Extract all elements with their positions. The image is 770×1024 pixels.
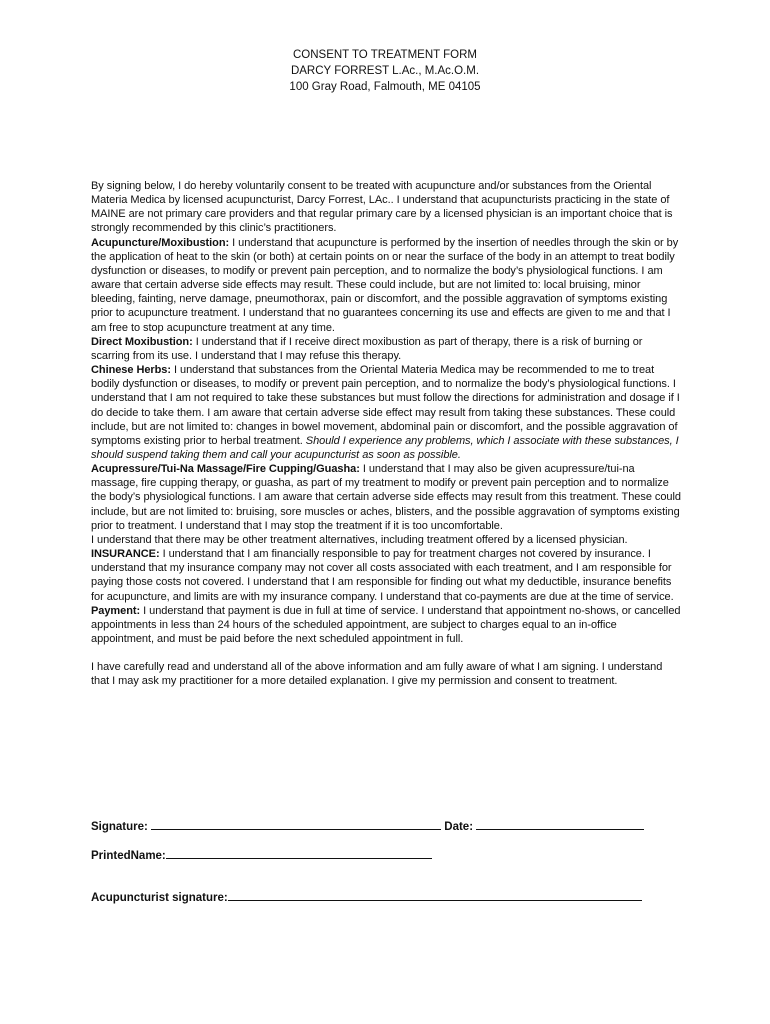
- date-line[interactable]: [476, 818, 644, 830]
- herbs-section: [91, 363, 681, 462]
- moxibustion-text: I understand that if I receive direct moxibustion as part of therapy, there is a risk of burning or scarring from its use. I understand that I may refuse this therapy.: [91, 335, 643, 362]
- spacer: [91, 646, 681, 660]
- date-label: Date:: [444, 821, 474, 833]
- printed-name-label: PrintedName:: [91, 850, 166, 862]
- acupressure-heading: Acupressure/Tui-Na Massage/Fire Cupping/Guasha:: [91, 463, 360, 476]
- signature-line[interactable]: [151, 818, 441, 830]
- insurance-section: [91, 547, 681, 604]
- moxibustion-heading: Direct Moxibustion:: [91, 335, 193, 348]
- acupressure-text: I understand that I may also be given acupressure/tui-na massage, fire cupping therapy, or guasha, as part of my treatment to modify or prevent pain perception and to normalize the body’s physiological functions. I am aware that certain adverse side effects may result from this treatment. These could include, but are not limited to: bruising, sore muscles or aches, blisters, and the possible aggravation of symptoms existing prior to treatment. I understand that I may stop the treatment if it is too uncomfortable.: [91, 463, 681, 532]
- form-header: [0, 47, 770, 95]
- herbs-warning: Should I experience any problems, which I associate with these substances, I should suspend taking them and call your acupuncturist as soon as possible.: [91, 434, 679, 461]
- herbs-text: I understand that substances from the Oriental Materia Medica may be recommended to me to treat bodily dysfunction or diseases, to modify or prevent pain perception, and to normalize the body’s physiological functions. I understand that I am not required to take these substances but must follow the directions for administration and dosage if I do decide to take them. I am aware that certain adverse side effect may result from taking these substances. These could include, but are not limited to: changes in bowel movement, abdominal pain or discomfort, and the possible aggravation of symptoms existing prior to herbal treatment.: [91, 364, 680, 447]
- payment-heading: Payment:: [91, 604, 141, 617]
- acupuncture-heading: Acupuncture/Moxibustion:: [91, 236, 230, 249]
- practice-address: 100 Gray Road, Falmouth, ME 04105: [289, 81, 481, 93]
- intro-paragraph: By signing below, I do hereby voluntarily consent to be treated with acupuncture and/or substances from the Oriental Materia Medica by licensed acupuncturist, Darcy Forrest, LAc.. I understand that acupuncturists practicing in the state of MAINE are not primary care providers and that regular primary care by a licensed physician is an important choice that is strongly recommended by this clinic’s practitioners.: [91, 180, 673, 235]
- practitioner-name: DARCY FORREST L.Ac., M.Ac.O.M.: [290, 65, 480, 77]
- form-title: CONSENT TO TREATMENT FORM: [292, 49, 478, 61]
- insurance-text: I understand that I am financially responsible to pay for treatment charges not covered by insurance. I understand that my insurance company may not cover all costs associated with each treatment, and I am responsible for paying those costs not covered. I understand that I am responsible for finding out what my deductible, insurance benefits for acupuncture, and limits are with my insurance company. I understand that co-payments are due at the time of service.: [91, 548, 674, 603]
- acupuncturist-signature-row: [91, 889, 691, 904]
- acupuncturist-signature-line[interactable]: [228, 889, 642, 901]
- printed-name-row: [91, 847, 691, 862]
- payment-section: [91, 604, 681, 646]
- insurance-heading: INSURANCE:: [91, 548, 160, 561]
- payment-text: I understand that payment is due in full at time of service. I understand that appointment no-shows, or cancelled appointments in less than 24 hours of the scheduled appointment, are subject to charges equal to an in-office appointment, and must be paid before the next scheduled appointment in full.: [91, 604, 681, 645]
- alternatives-paragraph: I understand that there may be other treatment alternatives, including treatment offered by a licensed physician.: [91, 533, 628, 546]
- acupressure-section: [91, 462, 681, 533]
- signature-label: Signature:: [91, 821, 148, 833]
- acupuncture-section: [91, 236, 681, 335]
- herbs-heading: Chinese Herbs:: [91, 364, 171, 377]
- acupuncturist-signature-label: Acupuncturist signature:: [91, 892, 228, 904]
- printed-name-line[interactable]: [166, 847, 432, 859]
- moxibustion-section: [91, 335, 681, 363]
- closing-paragraph: I have carefully read and understand all of the above information and am fully aware of what I am signing. I understand that I may ask my practitioner for a more detailed explanation. I give my permission and consent to treatment.: [91, 661, 663, 688]
- acupuncture-text: I understand that acupuncture is performed by the insertion of needles through the skin or by the application of heat to the skin (or both) at certain points on or near the surface of the body in an attempt to treat bodily dysfunction or diseases, to modify or prevent pain perception, and to normalize the body’s physiological functions. I am aware that certain adverse side effects may result. These could include, but are not limited to: local bruising, minor bleeding, fainting, nerve damage, pneumothorax, pain or discomfort, and the possible aggravation of symptoms existing prior to acupuncture treatment. I understand that no guarantees concerning its use and effects are given to me and that I am free to stop acupuncture treatment at any time.: [91, 236, 679, 334]
- signature-row: [91, 818, 691, 833]
- consent-body: [91, 179, 681, 688]
